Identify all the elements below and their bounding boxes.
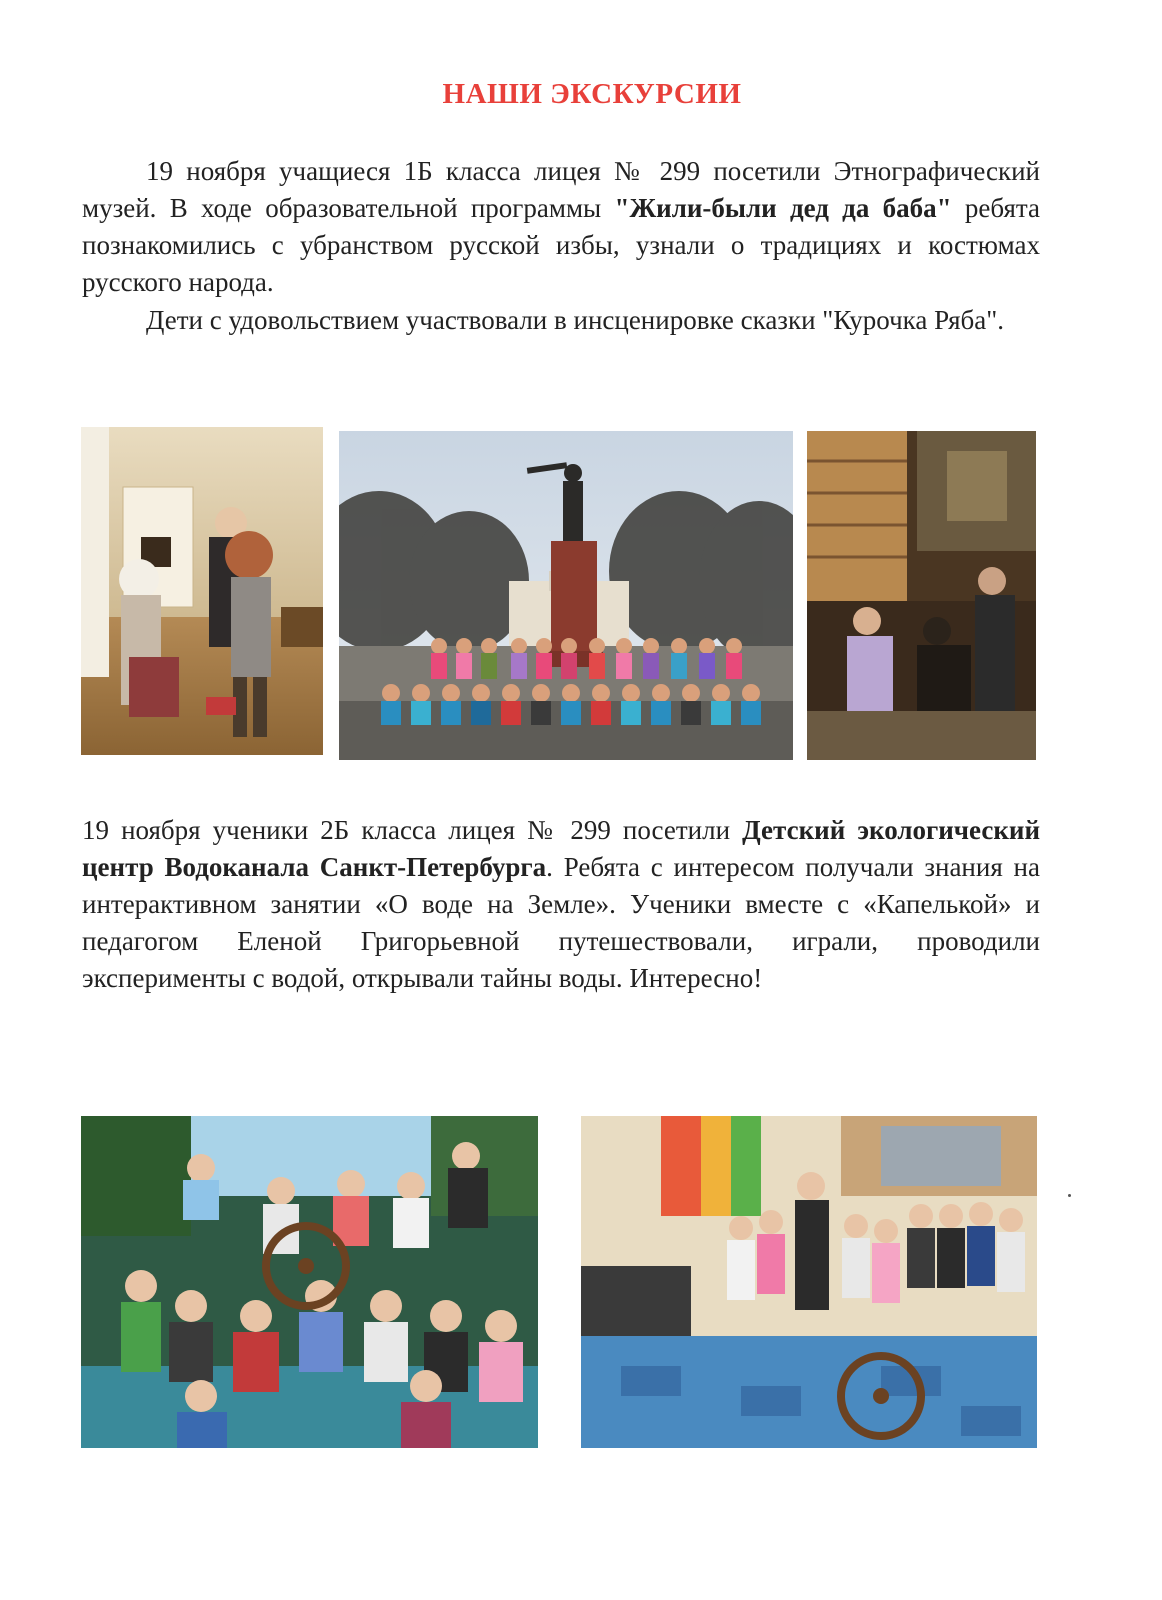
paragraph-ethnographic-museum — [82, 153, 1040, 301]
center-name: Детский экологический центр Водоканала Санкт-Петербурга — [82, 815, 1040, 882]
paragraph-text: 19 ноября учащиеся 1Б класса лицея № 299 посетили Этнографический музей. В ходе образовательной программы — [82, 156, 1040, 223]
program-name: "Жили-были дед да баба" — [614, 193, 952, 223]
photo-monument-group — [339, 431, 793, 760]
paragraph-fairy-tale: Дети с удовольствием участвовали в инсценировке сказки "Курочка Ряба". — [146, 305, 1005, 335]
page-title: НАШИ ЭКСКУРСИИ — [442, 78, 742, 110]
photo-izba-costumes — [81, 427, 323, 755]
paragraph-ecology-center — [82, 812, 1040, 997]
photo-museum-interior — [807, 431, 1036, 760]
scan-speck — [1068, 1194, 1071, 1197]
photo-class-group-wheel — [81, 1116, 538, 1448]
paragraph-text: . Ребята с интересом получали знания на интерактивном занятии «О воде на Земле». Ученики вместе с «Капелькой» и педагогом Еленой Григорьевной путешествовали, играли, проводили эксперименты с водой, открывали тайны воды. Интересно! — [82, 852, 1040, 993]
paragraph-text: ребята познакомились с убранством русской избы, узнали о традициях и костюмах русского народа. — [82, 193, 1040, 297]
photo-class-hall — [581, 1116, 1037, 1448]
paragraph-text: 19 ноября ученики 2Б класса лицея № 299 посетили — [82, 815, 743, 845]
